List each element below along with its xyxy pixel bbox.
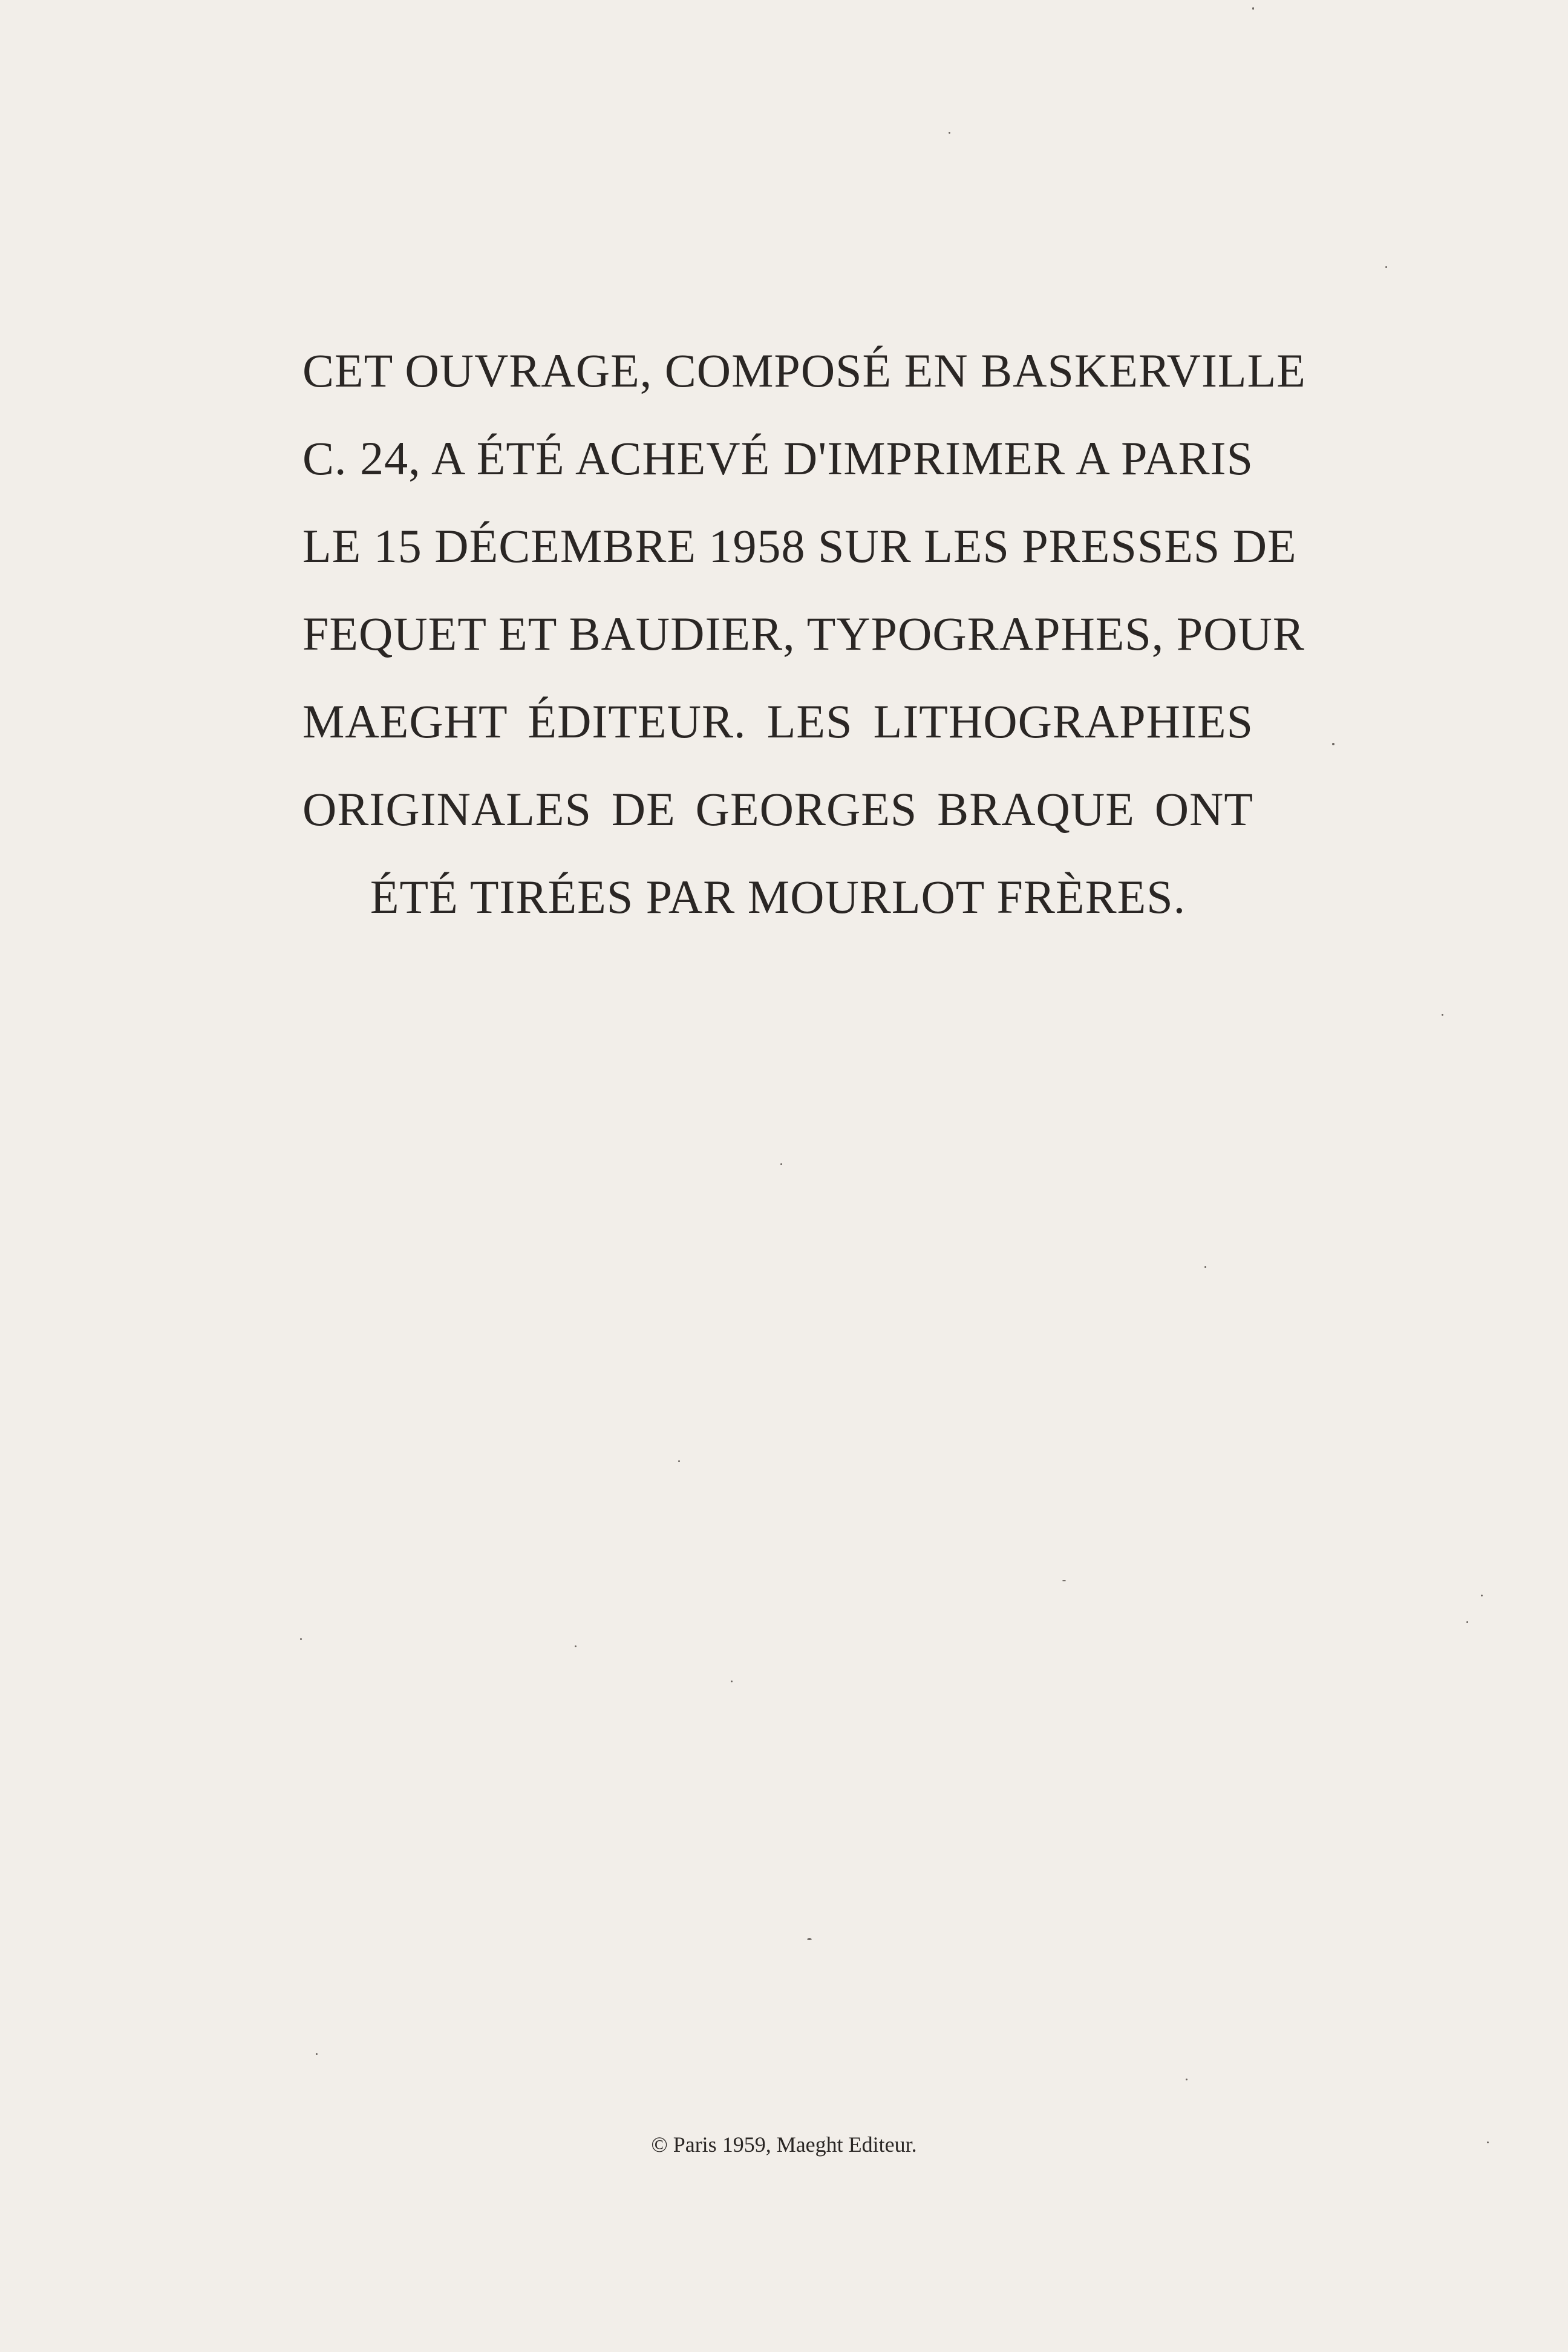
paper-speck: [731, 1681, 733, 1682]
colophon-line: MAEGHT ÉDITEUR. LES LITHOGRAPHIES: [302, 695, 1253, 748]
paper-speck: [1186, 2079, 1187, 2080]
paper-speck: [300, 1638, 302, 1640]
paper-speck: [575, 1645, 577, 1647]
paper-speck: [1481, 1595, 1483, 1596]
colophon-line: FEQUET ET BAUDIER, TYPOGRAPHES, POUR: [302, 607, 1305, 660]
paper-speck: [1252, 7, 1254, 10]
paper-speck: [316, 2053, 318, 2055]
paper-speck: [678, 1460, 680, 1462]
colophon-line: ORIGINALES DE GEORGES BRAQUE ONT: [302, 783, 1253, 835]
paper-speck: [1332, 743, 1334, 745]
paper-speck: [1385, 266, 1387, 268]
paper-speck: [1442, 1014, 1443, 1016]
colophon-text-block: [302, 327, 1306, 941]
paper-speck: [780, 1163, 782, 1165]
paper-speck: [1466, 1621, 1468, 1623]
paper-speck: [1204, 1266, 1206, 1268]
paper-speck: [1487, 2141, 1489, 2143]
paper-speck: [807, 1938, 812, 1940]
colophon-line: C. 24, A ÉTÉ ACHEVÉ D'IMPRIMER A PARIS: [302, 432, 1253, 485]
colophon-line: ÉTÉ TIRÉES PAR MOURLOT FRÈRES.: [370, 871, 1186, 923]
paper-speck: [949, 132, 950, 134]
paper-speck: [1062, 1580, 1066, 1581]
colophon-line: CET OUVRAGE, COMPOSÉ EN BASKERVILLE: [302, 344, 1306, 397]
copyright-notice: © Paris 1959, Maeght Editeur.: [651, 2132, 917, 2157]
colophon-line: LE 15 DÉCEMBRE 1958 SUR LES PRESSES DE: [302, 520, 1297, 572]
